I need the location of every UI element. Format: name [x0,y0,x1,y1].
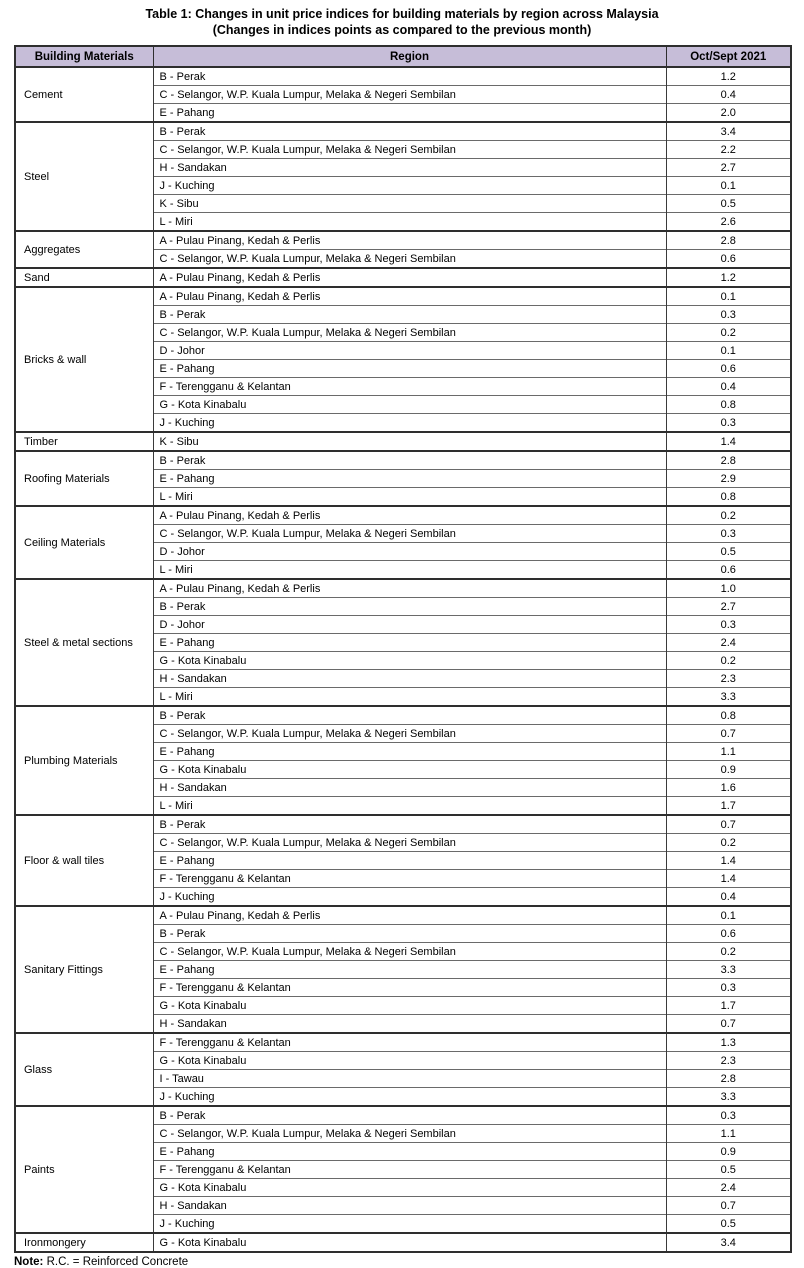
value-cell: 2.2 [666,141,791,159]
value-cell: 0.8 [666,488,791,507]
region-cell: E - Pahang [153,743,666,761]
region-cell: H - Sandakan [153,1197,666,1215]
value-cell: 0.9 [666,1143,791,1161]
value-cell: 2.8 [666,1070,791,1088]
region-cell: E - Pahang [153,852,666,870]
region-cell: C - Selangor, W.P. Kuala Lumpur, Melaka & Negeri Sembilan [153,834,666,852]
region-cell: D - Johor [153,543,666,561]
table-row [15,815,791,834]
region-cell: A - Pulau Pinang, Kedah & Perlis [153,287,666,306]
material-cell: Plumbing Materials [15,706,153,815]
value-cell: 0.2 [666,834,791,852]
header-building-materials: Building Materials [15,46,153,67]
table-row [15,231,791,250]
value-cell: 2.4 [666,1179,791,1197]
region-cell: K - Sibu [153,195,666,213]
value-cell: 0.1 [666,287,791,306]
region-cell: A - Pulau Pinang, Kedah & Perlis [153,906,666,925]
table-row [15,579,791,598]
table-row [15,432,791,451]
value-cell: 0.5 [666,195,791,213]
region-cell: B - Perak [153,306,666,324]
region-cell: B - Perak [153,67,666,86]
table-header [15,46,791,67]
table-row [15,1033,791,1052]
value-cell: 0.3 [666,525,791,543]
value-cell: 1.7 [666,997,791,1015]
region-cell: H - Sandakan [153,670,666,688]
value-cell: 1.4 [666,852,791,870]
region-cell: C - Selangor, W.P. Kuala Lumpur, Melaka & Negeri Sembilan [153,86,666,104]
value-cell: 0.5 [666,1215,791,1234]
value-cell: 3.3 [666,688,791,707]
value-cell: 2.4 [666,634,791,652]
region-cell: L - Miri [153,561,666,580]
region-cell: C - Selangor, W.P. Kuala Lumpur, Melaka & Negeri Sembilan [153,943,666,961]
region-cell: B - Perak [153,122,666,141]
table-row [15,67,791,86]
table-row [15,268,791,287]
region-cell: F - Terengganu & Kelantan [153,378,666,396]
value-cell: 0.7 [666,1015,791,1034]
material-cell: Sanitary Fittings [15,906,153,1033]
region-cell: E - Pahang [153,470,666,488]
region-cell: J - Kuching [153,1088,666,1107]
footnote-text: R.C. = Reinforced Concrete [43,1256,189,1268]
value-cell: 2.7 [666,598,791,616]
material-cell: Bricks & wall [15,287,153,432]
region-cell: F - Terengganu & Kelantan [153,1161,666,1179]
region-cell: A - Pulau Pinang, Kedah & Perlis [153,231,666,250]
value-cell: 1.2 [666,67,791,86]
region-cell: G - Kota Kinabalu [153,761,666,779]
region-cell: B - Perak [153,451,666,470]
value-cell: 0.6 [666,925,791,943]
material-cell: Ironmongery [15,1233,153,1252]
region-cell: L - Miri [153,488,666,507]
region-cell: J - Kuching [153,888,666,907]
region-cell: B - Perak [153,706,666,725]
value-cell: 0.6 [666,360,791,378]
value-cell: 1.7 [666,797,791,816]
region-cell: L - Miri [153,213,666,232]
material-cell: Floor & wall tiles [15,815,153,906]
value-cell: 0.2 [666,506,791,525]
value-cell: 1.2 [666,268,791,287]
value-cell: 0.3 [666,414,791,433]
value-cell: 0.4 [666,888,791,907]
value-cell: 1.1 [666,743,791,761]
material-cell: Timber [15,432,153,451]
value-cell: 0.8 [666,706,791,725]
region-cell: E - Pahang [153,1143,666,1161]
value-cell: 0.3 [666,306,791,324]
value-cell: 1.6 [666,779,791,797]
table-row [15,287,791,306]
value-cell: 0.2 [666,652,791,670]
region-cell: G - Kota Kinabalu [153,1179,666,1197]
header-region: Region [153,46,666,67]
region-cell: E - Pahang [153,104,666,123]
value-cell: 0.8 [666,396,791,414]
value-cell: 0.5 [666,1161,791,1179]
value-cell: 2.9 [666,470,791,488]
region-cell: C - Selangor, W.P. Kuala Lumpur, Melaka & Negeri Sembilan [153,725,666,743]
value-cell: 1.3 [666,1033,791,1052]
table-row [15,706,791,725]
table-row [15,506,791,525]
value-cell: 1.4 [666,870,791,888]
table-row [15,451,791,470]
value-cell: 0.3 [666,1106,791,1125]
material-cell: Steel & metal sections [15,579,153,706]
table-row [15,906,791,925]
table-row [15,122,791,141]
region-cell: D - Johor [153,342,666,360]
value-cell: 0.1 [666,906,791,925]
value-cell: 2.8 [666,451,791,470]
value-cell: 2.6 [666,213,791,232]
region-cell: E - Pahang [153,360,666,378]
material-cell: Sand [15,268,153,287]
value-cell: 0.1 [666,342,791,360]
table-row [15,1233,791,1252]
value-cell: 3.4 [666,122,791,141]
region-cell: L - Miri [153,797,666,816]
header-oct-sept-2021: Oct/Sept 2021 [666,46,791,67]
material-cell: Paints [15,1106,153,1233]
value-cell: 0.3 [666,616,791,634]
value-cell: 1.0 [666,579,791,598]
region-cell: C - Selangor, W.P. Kuala Lumpur, Melaka & Negeri Sembilan [153,324,666,342]
value-cell: 0.2 [666,324,791,342]
region-cell: B - Perak [153,925,666,943]
material-cell: Ceiling Materials [15,506,153,579]
table-title-line1: Table 1: Changes in unit price indices for building materials by region across Malaysia [145,7,659,21]
region-cell: G - Kota Kinabalu [153,396,666,414]
material-cell: Glass [15,1033,153,1106]
value-cell: 0.4 [666,378,791,396]
value-cell: 0.1 [666,177,791,195]
region-cell: G - Kota Kinabalu [153,997,666,1015]
region-cell: E - Pahang [153,634,666,652]
price-indices-table [14,45,792,1253]
value-cell: 2.3 [666,1052,791,1070]
table-row [15,1106,791,1125]
material-cell: Steel [15,122,153,231]
value-cell: 3.4 [666,1233,791,1252]
value-cell: 2.3 [666,670,791,688]
region-cell: D - Johor [153,616,666,634]
value-cell: 2.8 [666,231,791,250]
value-cell: 0.3 [666,979,791,997]
value-cell: 3.3 [666,1088,791,1107]
region-cell: B - Perak [153,598,666,616]
value-cell: 0.4 [666,86,791,104]
footnote [14,1256,804,1268]
footnote-label: Note: [14,1256,44,1268]
region-cell: J - Kuching [153,414,666,433]
region-cell: F - Terengganu & Kelantan [153,979,666,997]
region-cell: K - Sibu [153,432,666,451]
region-cell: J - Kuching [153,177,666,195]
region-cell: B - Perak [153,1106,666,1125]
region-cell: C - Selangor, W.P. Kuala Lumpur, Melaka & Negeri Sembilan [153,141,666,159]
region-cell: L - Miri [153,688,666,707]
table-title-line2: (Changes in indices points as compared to the previous month) [212,23,592,37]
region-cell: H - Sandakan [153,779,666,797]
region-cell: J - Kuching [153,1215,666,1234]
region-cell: F - Terengganu & Kelantan [153,1033,666,1052]
value-cell: 0.6 [666,250,791,269]
material-cell: Roofing Materials [15,451,153,506]
region-cell: G - Kota Kinabalu [153,652,666,670]
region-cell: C - Selangor, W.P. Kuala Lumpur, Melaka & Negeri Sembilan [153,1125,666,1143]
region-cell: G - Kota Kinabalu [153,1233,666,1252]
material-cell: Aggregates [15,231,153,268]
region-cell: H - Sandakan [153,159,666,177]
value-cell: 0.6 [666,561,791,580]
region-cell: C - Selangor, W.P. Kuala Lumpur, Melaka & Negeri Sembilan [153,525,666,543]
region-cell: F - Terengganu & Kelantan [153,870,666,888]
value-cell: 2.7 [666,159,791,177]
value-cell: 0.9 [666,761,791,779]
region-cell: I - Tawau [153,1070,666,1088]
value-cell: 1.1 [666,1125,791,1143]
region-cell: E - Pahang [153,961,666,979]
region-cell: B - Perak [153,815,666,834]
value-cell: 0.5 [666,543,791,561]
value-cell: 2.0 [666,104,791,123]
region-cell: A - Pulau Pinang, Kedah & Perlis [153,268,666,287]
table-title [0,0,804,38]
region-cell: C - Selangor, W.P. Kuala Lumpur, Melaka & Negeri Sembilan [153,250,666,269]
table-body [15,67,791,1252]
value-cell: 0.2 [666,943,791,961]
region-cell: G - Kota Kinabalu [153,1052,666,1070]
region-cell: H - Sandakan [153,1015,666,1034]
header-row [15,46,791,67]
material-cell: Cement [15,67,153,122]
region-cell: A - Pulau Pinang, Kedah & Perlis [153,579,666,598]
value-cell: 3.3 [666,961,791,979]
value-cell: 0.7 [666,815,791,834]
value-cell: 0.7 [666,1197,791,1215]
value-cell: 1.4 [666,432,791,451]
region-cell: A - Pulau Pinang, Kedah & Perlis [153,506,666,525]
value-cell: 0.7 [666,725,791,743]
